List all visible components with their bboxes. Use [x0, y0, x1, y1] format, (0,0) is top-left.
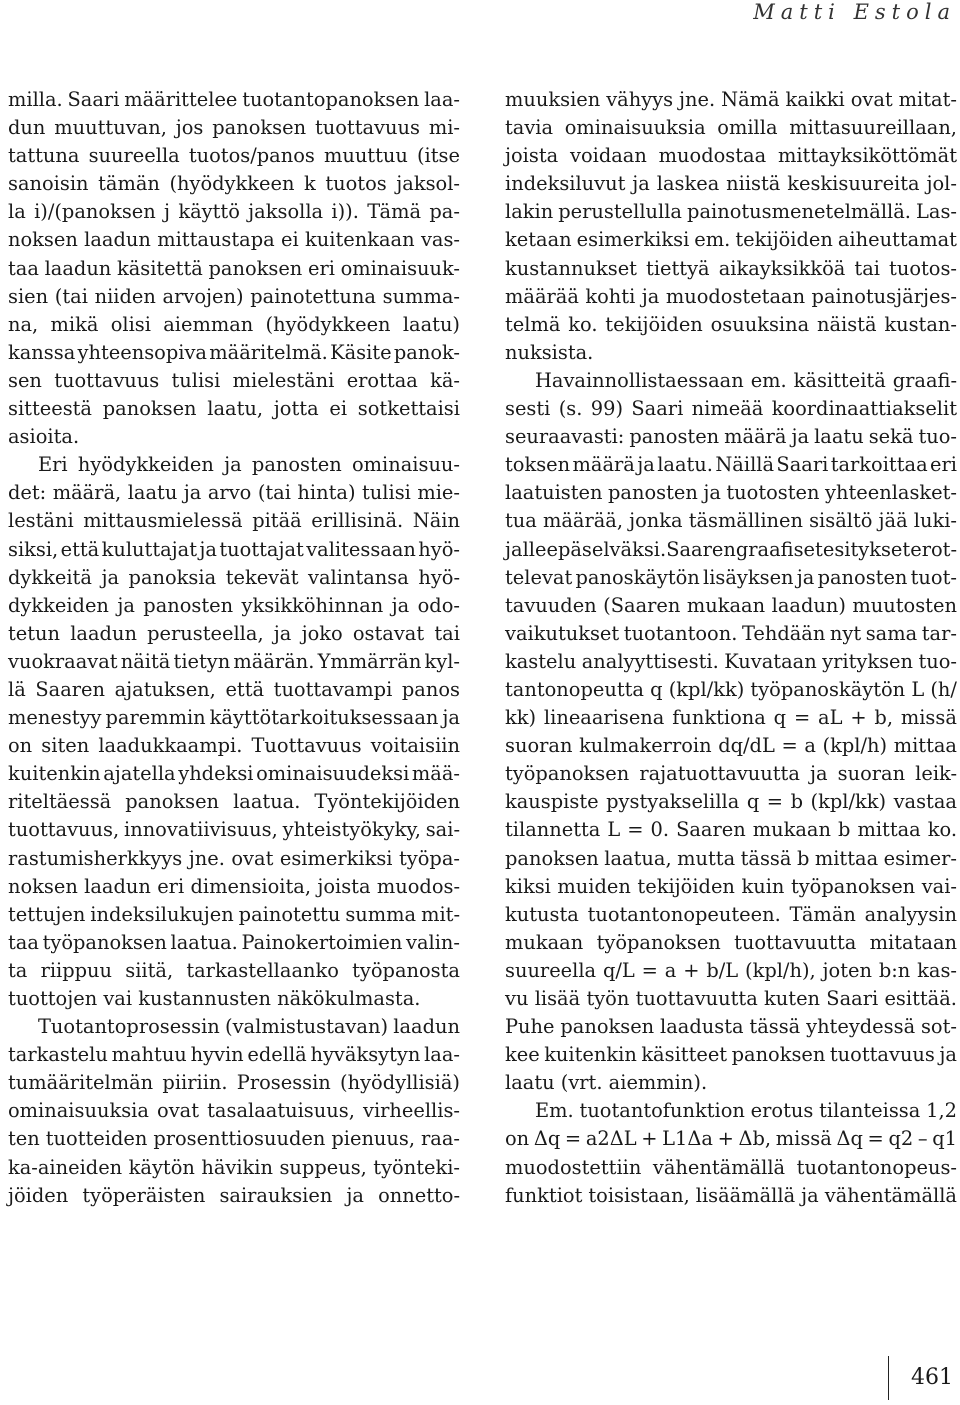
text-line: siksi, että kuluttajat ja tuottajat valitessaan hyö- — [8, 537, 460, 561]
text-line: noksen laadun eri dimensioita, joista muodos- — [8, 874, 460, 898]
text-line: telmä ko. tekijöiden osuuksina näistä kustan- — [505, 312, 957, 336]
text-line: Em. tuotantofunktion erotus tilanteissa 1,2 — [535, 1099, 957, 1123]
text-line: tavuuden (Saaren mukaan laadun) muutosten — [505, 593, 957, 617]
text-line: Puhe panoksen laadusta tässä yhteydessä sot- — [505, 1015, 957, 1039]
text-line: Havainnollistaessaan em. käsitteitä graafi- — [535, 368, 957, 392]
text-line: tetun laadun perusteella, ja joko ostavat tai — [8, 621, 460, 645]
text-line: vaikutukset tuotantoon. Tehdään nyt sama tar- — [505, 621, 957, 645]
text-line: kastelu analyyttisesti. Kuvataan yrityksen tuo- — [505, 649, 957, 673]
text-line: jalle epäselväksi. Saaren graafiset esitykset erot- — [505, 537, 957, 561]
text-line: rastumisherkkyys jne. ovat esimerkiksi työpa- — [8, 846, 460, 870]
text-line: na, mikä olisi aiemman (hyödykkeen laatu) — [8, 312, 460, 336]
text-line: suureella q/L = a + b/L (kpl/h), joten b:n kas- — [505, 958, 957, 982]
text-line: on siten laadukkaampi. Tuottavuus voitaisiin — [8, 734, 460, 758]
text-line: lakin perustellulla painotusmenetelmällä. Las- — [505, 200, 957, 224]
text-line: laatuisten panosten ja tuotosten yhteenlasket- — [505, 481, 957, 505]
text-line: taa työpanoksen laatua. Painokertoimien valin- — [8, 930, 460, 954]
text-line: asioita. — [8, 425, 80, 449]
page-number: 461 — [888, 1356, 953, 1400]
text-line: kuitenkin ajatella yhdeksi ominaisuudeksi mää- — [8, 762, 460, 786]
text-line: noksen laadun mittaustapa ei kuitenkaan vas- — [8, 228, 460, 252]
text-line: muodostettiin vähentämällä tuotantonopeus- — [505, 1155, 957, 1179]
text-line: riteltäessä panoksen laatua. Työntekijöiden — [8, 790, 460, 814]
text-line: taa laadun käsitettä panoksen eri ominaisuuk- — [8, 256, 460, 280]
text-line: tuottojen vai kustannusten näkökulmasta. — [8, 987, 421, 1010]
text-line: kanssa yhteensopiva määritelmä. Käsite panok- — [8, 340, 460, 364]
text-line: tantonopeutta q (kpl/kk) työpanoskäytön L (h/ — [505, 677, 957, 701]
text-line: kiksi muiden tekijöiden kuin työpanoksen vai- — [505, 874, 957, 898]
text-line: kustannukset tiettyä aikayksikköä tai tuotos- — [505, 256, 957, 280]
text-line: lä Saaren ajatuksen, että tuottavampi panos — [8, 677, 460, 701]
text-line: dun muuttuvan, jos panoksen tuottavuus mi- — [8, 116, 460, 140]
text-line: toksen määrä ja laatu. Näillä Saari tarkoittaa eri — [505, 453, 957, 477]
text-line: tettujen indeksilukujen painotettu summa mit- — [8, 902, 460, 926]
text-line: muuksien vähyys jne. Nämä kaikki ovat mitat- — [505, 88, 957, 111]
text-line: televat panoskäytön lisäyksen ja panosten tuot- — [505, 565, 957, 589]
text-line: sesti (s. 99) Saari nimeää koordinaattiakselit — [505, 397, 957, 421]
text-line: jöiden työperäisten sairauksien ja onnetto- — [8, 1183, 460, 1207]
text-line: joista voidaan muodostaa mittayksiköttömät — [505, 144, 957, 168]
text-line: kk) lineaarisena funktiona q = aL + b, missä — [505, 706, 957, 730]
text-line: laatu (vrt. aiemmin). — [505, 1071, 708, 1095]
text-line: tuottavuus, innovatiivisuus, yhteistyökyky, sai- — [8, 818, 460, 842]
text-line: funktiot toisistaan, lisäämällä ja vähentämällä — [505, 1183, 957, 1207]
text-line: milla. Saari määrittelee tuotantopanoksen laa- — [8, 88, 460, 111]
text-line: tattuna suureella tuotos/panos muuttuu (itse — [8, 144, 460, 168]
text-line: lestäni mittausmielessä pitää erillisinä. Näin — [8, 509, 460, 533]
text-line: vuokraavat näitä tietyn määrän. Ymmärrän kyl- — [8, 649, 460, 673]
text-line: ten tuotteiden prosenttiosuuden pienuus, raa- — [8, 1127, 460, 1151]
left-column — [8, 86, 460, 1210]
text-line: nuksista. — [505, 340, 594, 364]
text-line: vu lisää työn tuottavuutta kuten Saari esittää. — [505, 987, 957, 1010]
text-line: on Δq = a2ΔL + L1Δa + Δb, missä Δq = q2 – q1 — [505, 1127, 957, 1151]
right-column — [505, 86, 957, 1210]
text-line: tilannetta L = 0. Saaren mukaan b mittaa ko. — [505, 818, 957, 842]
text-line: dykkeiden ja panosten yksikköhinnan ja odo- — [8, 593, 460, 617]
text-line: sanoisin tämän (hyödykkeen k tuotos jaksol- — [8, 172, 460, 196]
text-line: ominaisuuksia ovat tasalaatuisuus, virheellis- — [8, 1099, 460, 1123]
text-line: Tuotantoprosessin (valmistustavan) laadun — [38, 1015, 460, 1039]
running-head-author: Matti Estola — [753, 0, 956, 24]
text-line: tavia ominaisuuksia omilla mittasuureillaan, — [505, 116, 957, 140]
text-line: tua määrää, jonka täsmällinen sisältö jää luki- — [505, 509, 957, 533]
text-line: sitteestä panoksen laatu, jotta ei sotkettaisi — [8, 397, 460, 421]
text-line: Eri hyödykkeiden ja panosten ominaisuu- — [38, 453, 460, 477]
text-line: tumääritelmän piiriin. Prosessin (hyödyllisiä) — [8, 1071, 460, 1095]
text-line: kee kuitenkin käsitteet panoksen tuottavuus ja — [505, 1043, 957, 1067]
text-line: määrää kohti ja muodostetaan painotusjärjes- — [505, 284, 957, 308]
text-line: indeksiluvut ja laskea niistä keskisuureita jol- — [505, 172, 957, 196]
text-line: la i)/(panoksen j käyttö jaksolla i)). Tämä pa- — [8, 200, 460, 224]
text-line: seuraavasti: panosten määrä ja laatu sekä tuo- — [505, 425, 957, 449]
text-line: menestyy paremmin käyttötarkoituksessaan ja — [8, 706, 460, 730]
text-line: ketaan esimerkiksi em. tekijöiden aiheuttamat — [505, 228, 957, 252]
text-line: dykkeitä ja panoksia tekevät valintansa hyö- — [8, 565, 460, 589]
text-line: tarkastelu mahtuu hyvin edellä hyväksytyn laa- — [8, 1043, 460, 1067]
text-line: kutusta tuotantonopeuteen. Tämän analyysin — [505, 902, 957, 926]
text-line: ta riippuu siitä, tarkastellaanko työpanosta — [8, 958, 460, 982]
text-line: mukaan työpanoksen tuottavuutta mitataan — [505, 930, 957, 954]
text-line: sen tuottavuus tulisi mielestäni erottaa kä- — [8, 368, 460, 392]
text-line: työpanoksen rajatuottavuutta ja suoran leik- — [505, 762, 957, 786]
text-line: suoran kulmakerroin dq/dL = a (kpl/h) mittaa — [505, 734, 957, 758]
text-line: det: määrä, laatu ja arvo (tai hinta) tulisi mie- — [8, 481, 460, 505]
text-line: panoksen laatua, mutta tässä b mittaa esimer- — [505, 846, 957, 870]
text-line: sien (tai niiden arvojen) painotettuna summa- — [8, 284, 460, 308]
text-line: ka-aineiden käytön hävikin suppeus, työnteki- — [8, 1155, 460, 1179]
text-line: kauspiste pystyakselilla q = b (kpl/kk) vastaa — [505, 790, 957, 814]
